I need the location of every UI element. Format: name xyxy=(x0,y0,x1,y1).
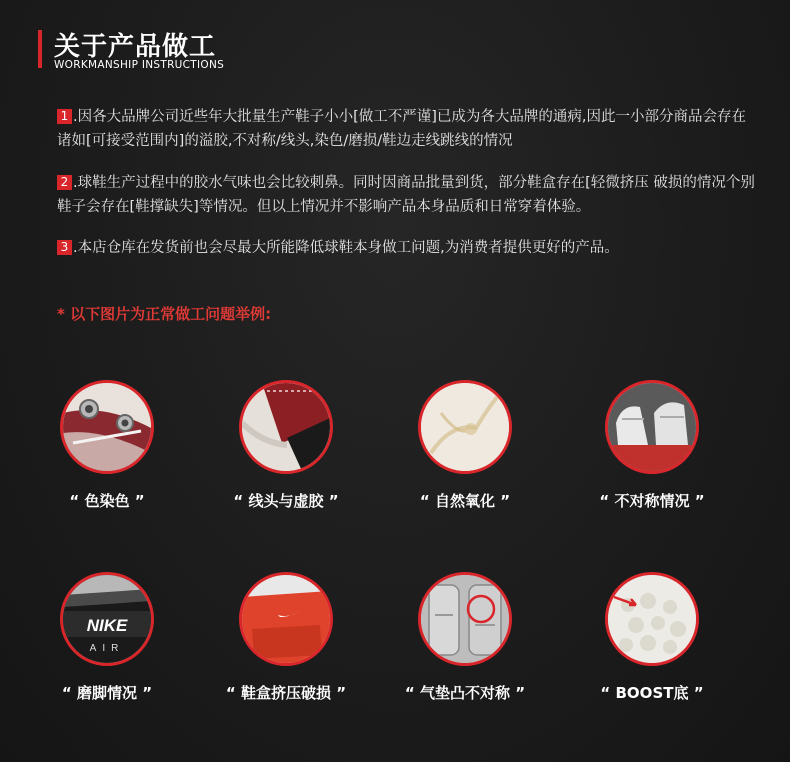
example-item xyxy=(375,572,555,703)
example-caption: “ 鞋盒挤压破损 ” xyxy=(225,684,347,702)
example-item xyxy=(196,380,376,511)
air-logo-text: AIR xyxy=(89,643,125,654)
paragraph-number: 2 xyxy=(57,175,72,190)
example-caption: “ 不对称情况 ” xyxy=(599,492,705,510)
asymmetry-photo-icon xyxy=(605,380,699,474)
example-item xyxy=(17,572,197,703)
thread-glue-photo-icon xyxy=(239,380,333,474)
paragraph-3 xyxy=(57,236,757,260)
example-item xyxy=(562,572,742,703)
color-bleed-photo-icon xyxy=(60,380,154,474)
paragraph-text: .球鞋生产过程中的胶水气味也会比较刺鼻。同时因商品批量到货，部分鞋盒存在[轻微挤压 破损的情况个别鞋子会存在[鞋撑缺失]等情况。但以上情况并不影响产品本身品质和日常穿着体验。 xyxy=(57,175,755,215)
paragraph-number: 1 xyxy=(57,109,72,124)
example-item xyxy=(17,380,197,511)
nike-air-photo-icon xyxy=(60,572,154,666)
paragraph-text: .因各大品牌公司近些年大批量生产鞋子小小[做工不严谨]已成为各大品牌的通病,因此一小部分商品会存在诸如[可接受范围内]的溢胶,不对称/线头,染色/磨损/鞋边走线跳线的情况 xyxy=(57,109,747,149)
example-item xyxy=(375,380,555,511)
nike-logo-text: NIKE xyxy=(86,616,128,635)
page-title: 关于产品做工 xyxy=(54,32,217,62)
paragraph-2 xyxy=(57,171,757,219)
example-caption: “ 磨脚情况 ” xyxy=(61,684,153,702)
page-subtitle: WORKMANSHIP INSTRUCTIONS xyxy=(54,59,225,71)
example-caption: “ 色染色 ” xyxy=(69,492,145,510)
example-item xyxy=(562,380,742,511)
example-caption: “ BOOST底 ” xyxy=(600,684,704,702)
example-caption: “ 线头与虚胶 ” xyxy=(233,492,339,510)
air-cushion-photo-icon xyxy=(418,572,512,666)
example-item xyxy=(196,572,376,703)
shoebox-photo-icon xyxy=(239,572,333,666)
paragraph-1 xyxy=(57,105,757,153)
examples-note: * 以下图片为正常做工问题举例: xyxy=(57,305,272,323)
oxidation-photo-icon xyxy=(418,380,512,474)
paragraph-text: .本店仓库在发货前也会尽最大所能降低球鞋本身做工问题,为消费者提供更好的产品。 xyxy=(73,240,619,256)
example-caption: “ 气垫凸不对称 ” xyxy=(404,684,526,702)
paragraph-number: 3 xyxy=(57,240,72,255)
example-caption: “ 自然氧化 ” xyxy=(419,492,511,510)
header-accent-bar xyxy=(38,30,42,68)
boost-sole-photo-icon xyxy=(605,572,699,666)
